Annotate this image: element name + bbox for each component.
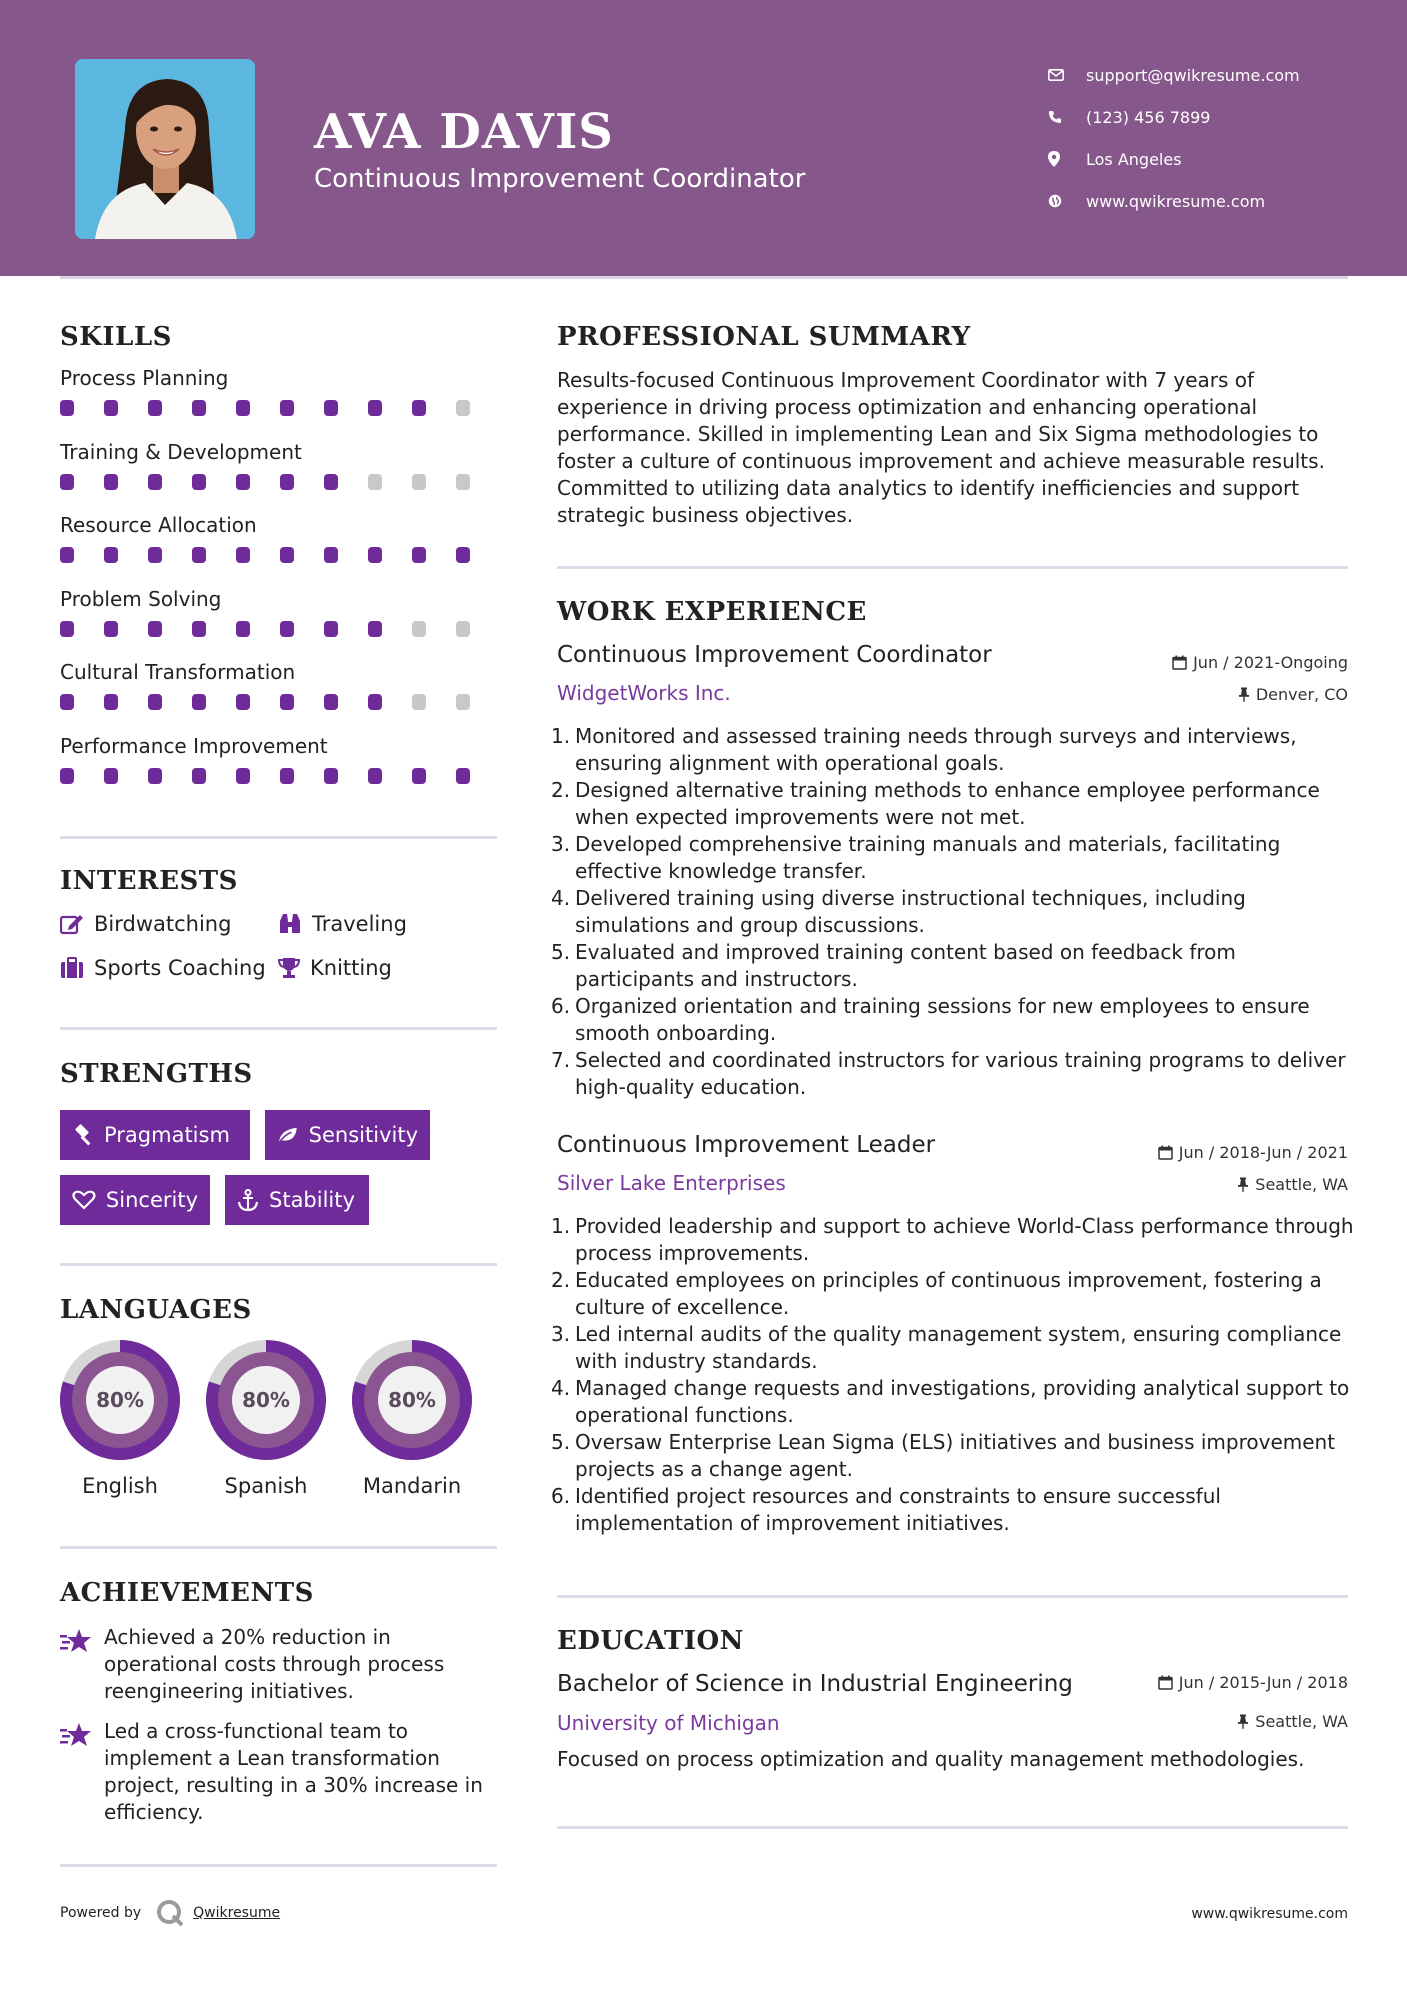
job-bullets (551, 1213, 1357, 1537)
header-divider (60, 276, 1348, 279)
job-location-text: Denver, CO (1255, 685, 1348, 704)
skill-dot-filled (148, 694, 162, 710)
contact-website[interactable] (1048, 180, 1388, 222)
section-divider (557, 1595, 1348, 1598)
work-heading: WORK EXPERIENCE (557, 597, 867, 627)
skill-dot-filled (324, 768, 338, 784)
achievement-text: Achieved a 20% reduction in operational costs through process reengineering initiatives. (104, 1625, 445, 1703)
skill-rating (60, 474, 500, 490)
bullet-text: Evaluated and improved training content based on feedback from participants and instructors. (575, 940, 1236, 991)
envelope-icon (1048, 69, 1086, 81)
skill-dot-filled (60, 621, 74, 637)
section-divider (60, 1027, 497, 1030)
skill-rating (60, 547, 500, 563)
skill-dot-filled (60, 768, 74, 784)
skill-dot-filled (412, 768, 426, 784)
section-divider (60, 1546, 497, 1549)
bullet-number: 3. (551, 832, 571, 856)
bullet-text: Provided leadership and support to achieve World-Class performance through process improvements. (575, 1214, 1354, 1265)
achievement-item (60, 1624, 500, 1705)
strength-tag (265, 1110, 430, 1160)
language-percent: 80% (96, 1388, 144, 1412)
footer-website[interactable]: www.qwikresume.com (1191, 1906, 1348, 1922)
contact-website-text: www.qwikresume.com (1086, 191, 1266, 211)
skill-item (60, 366, 500, 416)
briefcase-icon (60, 957, 84, 979)
bullet-number: 4. (551, 1376, 571, 1400)
skill-dot-filled (104, 768, 118, 784)
language-ring (58, 1338, 182, 1462)
job-bullet (551, 723, 1357, 777)
skill-dot-filled (236, 400, 250, 416)
job-bullet (551, 1321, 1357, 1375)
strength-tag (225, 1175, 369, 1225)
skill-dot-filled (368, 621, 382, 637)
skill-dot-filled (280, 547, 294, 563)
skill-dot-filled (148, 547, 162, 563)
skill-dot-filled (148, 768, 162, 784)
skill-dot-filled (236, 474, 250, 490)
strength-label: Stability (269, 1188, 355, 1212)
skill-dot-filled (60, 547, 74, 563)
achievements-heading: ACHIEVEMENTS (60, 1578, 314, 1608)
skill-dot-filled (280, 621, 294, 637)
skill-label: Resource Allocation (60, 513, 257, 537)
skill-dot-filled (60, 400, 74, 416)
bullet-number: 1. (551, 724, 571, 748)
star-icon (60, 1624, 104, 1705)
bullet-number: 1. (551, 1214, 571, 1238)
bullet-text: Monitored and assessed training needs through surveys and interviews, ensuring alignment with operational goals. (575, 724, 1297, 775)
achievement-item (60, 1718, 500, 1826)
section-divider (60, 1263, 497, 1266)
bullet-text: Managed change requests and investigations, providing analytical support to operational functions. (575, 1376, 1350, 1427)
skill-label: Training & Development (60, 439, 302, 464)
resume-header (0, 0, 1407, 276)
skill-dot-filled (236, 694, 250, 710)
language-percent: 80% (388, 1388, 436, 1412)
contact-email-text: support@qwikresume.com (1086, 65, 1300, 85)
anchor-icon (237, 1189, 259, 1211)
job-bullet (551, 993, 1357, 1047)
strength-tag (60, 1110, 250, 1160)
qwikresume-link[interactable]: Qwikresume (193, 1905, 281, 1921)
powered-by-text: Powered by (60, 1905, 142, 1921)
skill-dot-filled (412, 547, 426, 563)
skill-rating (60, 621, 500, 637)
skills-heading: SKILLS (60, 322, 172, 352)
skill-dot-filled (236, 547, 250, 563)
gavel-icon (72, 1124, 94, 1146)
interest-item (278, 912, 407, 936)
job-bullet (551, 1375, 1357, 1429)
contact-location-text: Los Angeles (1086, 149, 1182, 169)
skill-label: Performance Improvement (60, 733, 328, 758)
summary-heading: PROFESSIONAL SUMMARY (557, 322, 971, 352)
strength-label: Sensitivity (308, 1123, 418, 1147)
map-pin-icon (1048, 151, 1086, 167)
skill-dot-filled (192, 621, 206, 637)
globe-icon (1048, 194, 1086, 208)
bullet-text: Led internal audits of the quality management system, ensuring compliance with industry standards. (575, 1322, 1342, 1373)
skill-dot-empty (456, 474, 470, 490)
skill-item (60, 587, 500, 637)
job-bullet (551, 1483, 1357, 1537)
skill-dot-filled (324, 621, 338, 637)
candidate-title: Continuous Improvement Coordinator (314, 164, 806, 194)
skill-item (60, 513, 500, 563)
calendar-icon (1158, 1675, 1173, 1690)
skill-rating (60, 768, 500, 784)
skill-dot-filled (324, 694, 338, 710)
bullet-number: 7. (551, 1048, 571, 1072)
language-item (58, 1338, 182, 1498)
contact-list (1048, 54, 1388, 222)
skill-dot-filled (456, 547, 470, 563)
skill-dot-filled (324, 547, 338, 563)
skill-item (60, 440, 500, 490)
job-location-text: Seattle, WA (1255, 1175, 1348, 1194)
language-item (204, 1338, 328, 1498)
skill-dot-empty (412, 474, 426, 490)
interest-label: Birdwatching (94, 912, 232, 936)
section-divider (557, 1826, 1348, 1829)
job-title: Continuous Improvement Coordinator (557, 642, 992, 668)
skill-dot-empty (412, 694, 426, 710)
skill-dot-filled (60, 474, 74, 490)
strengths-heading: STRENGTHS (60, 1059, 253, 1089)
company-name: WidgetWorks Inc. (557, 681, 731, 705)
job-bullets (551, 723, 1357, 1101)
skill-dot-filled (148, 400, 162, 416)
bullet-number: 2. (551, 1268, 571, 1292)
interest-label: Traveling (312, 912, 407, 936)
contact-phone-text: (123) 456 7899 (1086, 107, 1211, 127)
skill-dot-filled (148, 474, 162, 490)
skill-dot-filled (236, 768, 250, 784)
skill-label: Cultural Transformation (60, 660, 296, 684)
skill-dot-filled (280, 694, 294, 710)
skill-dot-filled (368, 547, 382, 563)
skill-dot-filled (192, 474, 206, 490)
language-label: Spanish (224, 1474, 308, 1498)
skill-dot-filled (456, 768, 470, 784)
achievement-text: Led a cross-functional team to implement a Lean transformation project, resulting in a 30% increase in efficiency. (104, 1719, 483, 1824)
skill-dot-empty (368, 474, 382, 490)
contact-email[interactable] (1048, 54, 1388, 96)
bullet-number: 2. (551, 778, 571, 802)
skill-dot-filled (104, 474, 118, 490)
job-bullet (551, 939, 1357, 993)
skill-label: Problem Solving (60, 586, 222, 611)
profile-photo (75, 59, 255, 239)
job-dates-text: Jun / 2018-Jun / 2021 (1178, 1143, 1348, 1162)
strength-label: Sincerity (105, 1188, 198, 1212)
heart-icon (72, 1190, 96, 1210)
skill-dot-filled (192, 694, 206, 710)
pushpin-icon (1237, 1714, 1249, 1729)
bullet-text: Organized orientation and training sessions for new employees to ensure smooth onboarding. (575, 994, 1310, 1045)
skill-dot-filled (280, 400, 294, 416)
bullet-text: Designed alternative training methods to enhance employee performance when expected improvements were not met. (575, 778, 1320, 829)
skill-rating (60, 400, 500, 416)
skill-item (60, 734, 500, 784)
bullet-number: 4. (551, 886, 571, 910)
section-divider (60, 1864, 497, 1867)
calendar-icon (1172, 655, 1187, 670)
interest-item (60, 956, 266, 980)
bullet-text: Educated employees on principles of continuous improvement, fostering a culture of excellence. (575, 1268, 1322, 1319)
skill-dot-filled (192, 547, 206, 563)
education-heading: EDUCATION (557, 1626, 744, 1656)
phone-icon (1048, 110, 1086, 124)
section-divider (557, 566, 1348, 569)
bullet-number: 5. (551, 1430, 571, 1454)
job-bullet (551, 1213, 1357, 1267)
section-divider (60, 836, 497, 839)
strength-label: Pragmatism (104, 1123, 230, 1147)
skill-dot-filled (192, 400, 206, 416)
interest-item (60, 912, 231, 936)
pushpin-icon (1238, 687, 1250, 702)
job-bullet (551, 885, 1357, 939)
job-location (1237, 1175, 1348, 1194)
skill-dot-filled (368, 768, 382, 784)
education-location-text: Seattle, WA (1255, 1712, 1348, 1731)
skill-dot-filled (104, 400, 118, 416)
contact-location (1048, 138, 1388, 180)
interest-label: Knitting (310, 956, 392, 980)
language-label: Mandarin (362, 1474, 462, 1498)
footer-powered-by (60, 1898, 280, 1928)
job-dates (1158, 1143, 1348, 1162)
job-dates-text: Jun / 2021-Ongoing (1193, 653, 1348, 672)
bullet-number: 6. (551, 994, 571, 1018)
bullet-number: 3. (551, 1322, 571, 1346)
skill-dot-filled (368, 400, 382, 416)
candidate-name: AVA DAVIS (314, 104, 614, 160)
qwikresume-logo-icon (155, 1898, 185, 1928)
job-bullet (551, 831, 1357, 885)
trophy-icon (278, 957, 300, 979)
interest-label: Sports Coaching (94, 956, 266, 980)
job-dates (1172, 653, 1348, 672)
school-name: University of Michigan (557, 1711, 780, 1735)
language-percent: 80% (242, 1388, 290, 1412)
star-icon (60, 1718, 104, 1826)
skill-dot-filled (280, 768, 294, 784)
edit-icon (60, 913, 84, 935)
skill-dot-filled (280, 474, 294, 490)
language-ring (350, 1338, 474, 1462)
skill-dot-filled (412, 400, 426, 416)
skill-dot-filled (324, 474, 338, 490)
skill-dot-empty (456, 694, 470, 710)
job-bullet (551, 1267, 1357, 1321)
skill-dot-empty (456, 621, 470, 637)
skill-dot-empty (456, 400, 470, 416)
job-bullet (551, 777, 1357, 831)
language-label: English (82, 1474, 158, 1498)
skill-dot-filled (104, 621, 118, 637)
strength-tag (60, 1175, 210, 1225)
language-ring (204, 1338, 328, 1462)
job-location (1238, 685, 1348, 704)
job-bullet (551, 1047, 1357, 1101)
bullet-text: Selected and coordinated instructors for various training programs to deliver high-quality education. (575, 1048, 1346, 1099)
job-bullet (551, 1429, 1357, 1483)
contact-phone[interactable] (1048, 96, 1388, 138)
skill-dot-empty (412, 621, 426, 637)
skill-dot-filled (368, 694, 382, 710)
skill-dot-filled (60, 694, 74, 710)
skill-dot-filled (236, 621, 250, 637)
bullet-text: Oversaw Enterprise Lean Sigma (ELS) initiatives and business improvement projects as a change agent. (575, 1430, 1336, 1481)
skill-item (60, 660, 500, 710)
summary-text: Results-focused Continuous Improvement Coordinator with 7 years of experience in driving process optimization and enhancing operational performance. Skilled in implementing Lean and Six Sigma methodologies to foster a culture of continuous improvement and achieve measurable results. Committed to utilizing data analytics to identify inefficiencies and support strategic business objectives. (557, 368, 1325, 527)
bullet-text: Developed comprehensive training manuals and materials, facilitating effective knowledge transfer. (575, 832, 1281, 883)
company-name: Silver Lake Enterprises (557, 1171, 786, 1195)
pushpin-icon (1237, 1177, 1249, 1192)
leaf-icon (277, 1125, 299, 1145)
skill-dot-filled (324, 400, 338, 416)
languages-heading: LANGUAGES (60, 1295, 252, 1325)
bullet-text: Delivered training using diverse instructional techniques, including simulations and group discussions. (575, 886, 1246, 937)
calendar-icon (1158, 1145, 1173, 1160)
interests-heading: INTERESTS (60, 866, 238, 896)
skill-dot-filled (192, 768, 206, 784)
job-title: Continuous Improvement Leader (557, 1132, 936, 1158)
education-description: Focused on process optimization and quality management methodologies. (557, 1747, 1305, 1771)
education-dates (1158, 1673, 1348, 1692)
education-dates-text: Jun / 2015-Jun / 2018 (1178, 1673, 1348, 1692)
skill-label: Process Planning (60, 366, 229, 390)
language-item (350, 1338, 474, 1498)
binoculars-icon (278, 913, 302, 935)
bullet-number: 5. (551, 940, 571, 964)
skill-dot-filled (148, 621, 162, 637)
skill-dot-filled (104, 547, 118, 563)
skill-rating (60, 694, 500, 710)
bullet-text: Identified project resources and constraints to ensure successful implementation of improvement initiatives. (575, 1484, 1221, 1535)
interest-item (278, 956, 392, 980)
degree-title: Bachelor of Science in Industrial Engineering (557, 1671, 1073, 1697)
bullet-number: 6. (551, 1484, 571, 1508)
skill-dot-filled (104, 694, 118, 710)
education-location (1237, 1712, 1348, 1731)
